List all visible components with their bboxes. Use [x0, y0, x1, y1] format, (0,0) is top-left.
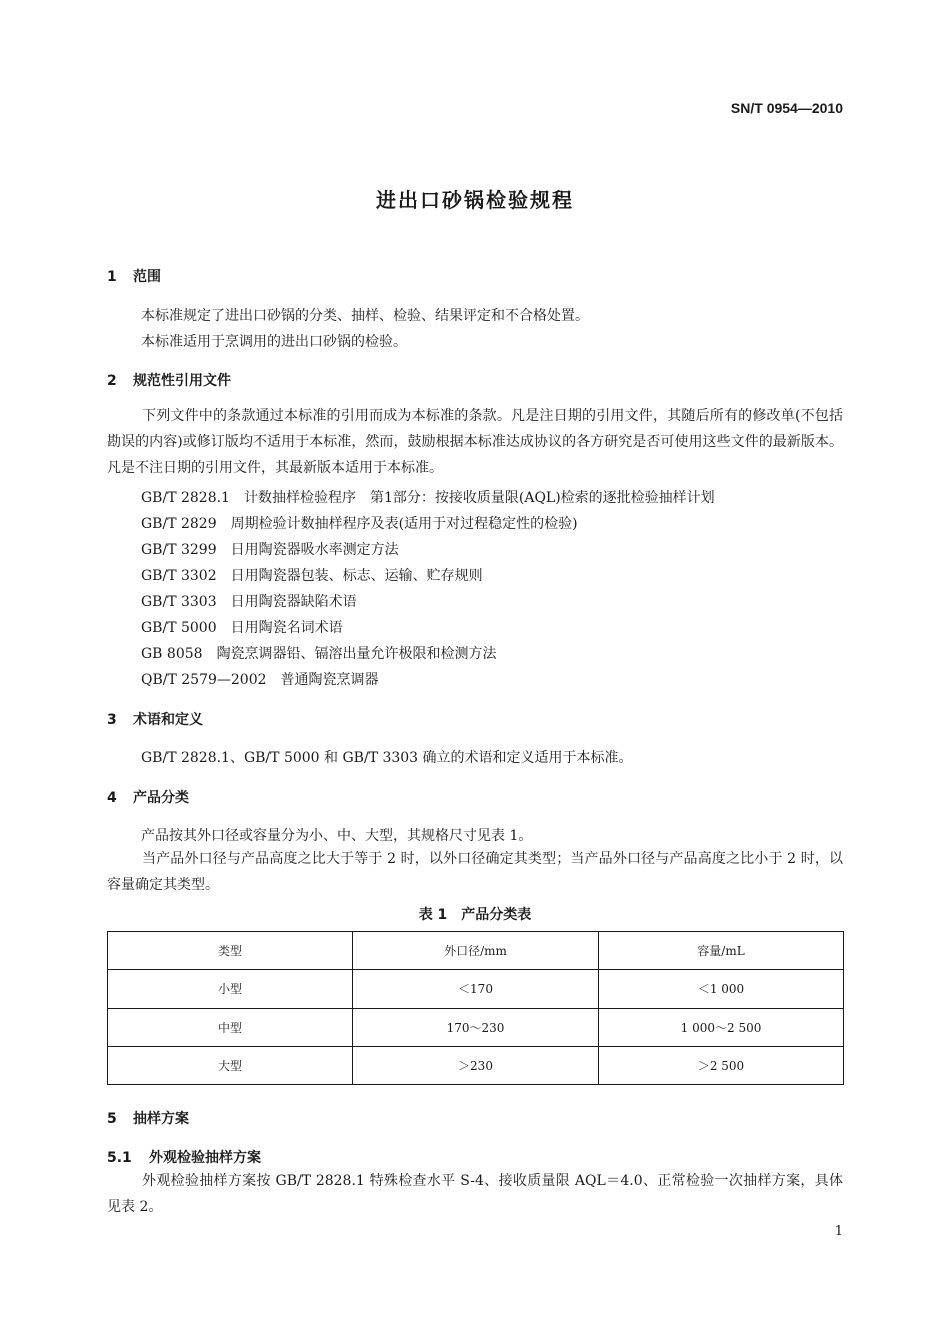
reference-code: GB/T 2828.1 [141, 490, 230, 506]
reference-item [141, 487, 715, 507]
table-row [108, 1008, 844, 1046]
section-title: 产品分类 [133, 790, 189, 806]
reference-code: GB 8058 [141, 646, 203, 662]
reference-item [141, 565, 483, 585]
reference-title: 周期检验计数抽样程序及表(适用于对过程稳定性的检验) [230, 516, 578, 532]
table-cell: 小型 [108, 970, 353, 1008]
section-title: 范围 [133, 269, 161, 285]
page-title: 进出口砂锅检验规程 [376, 188, 574, 212]
table-header-row [108, 932, 844, 970]
paragraph: GB/T 2828.1、GB/T 5000 和 GB/T 3303 确立的术语和定义适用于本标准。 [141, 750, 633, 766]
reference-item [141, 591, 357, 611]
table-caption: 表 1 产品分类表 [418, 907, 532, 923]
paragraph: 产品按其外口径或容量分为小、中、大型，其规格尺寸见表 1。 [141, 828, 533, 844]
table-header-cell: 外口径/mm [353, 932, 599, 970]
paragraph: 本标准适用于烹调用的进出口砂锅的检验。 [141, 334, 407, 350]
section-2-heading [107, 370, 231, 390]
reference-item [141, 643, 497, 663]
section-number: 4 [107, 790, 117, 806]
table-row [108, 1046, 844, 1084]
standard-code: SN/T 0954—2010 [730, 100, 843, 116]
paragraph: 当产品外口径与产品高度之比大于等于 2 时，以外口径确定其类型；当产品外口径与产品高度之比小于 2 时，以容量确定其类型。 [107, 851, 843, 893]
subsection-title: 外观检验抽样方案 [149, 1150, 261, 1166]
reference-item [141, 539, 399, 559]
reference-title: 普通陶瓷烹调器 [280, 672, 379, 688]
product-classification-table [107, 931, 844, 1085]
reference-code: QB/T 2579—2002 [141, 672, 267, 688]
table-cell: 170～230 [353, 1008, 599, 1046]
table-cell: ＞230 [353, 1046, 599, 1084]
table-cell: ＜170 [353, 970, 599, 1008]
table-header-cell: 容量/mL [599, 932, 844, 970]
reference-item [141, 617, 343, 637]
reference-item [141, 513, 578, 533]
section-title: 术语和定义 [133, 712, 203, 728]
table-cell: 大型 [108, 1046, 353, 1084]
reference-code: GB/T 2829 [141, 516, 217, 532]
section-number: 5 [107, 1111, 117, 1127]
reference-code: GB/T 3302 [141, 568, 217, 584]
section-number: 2 [107, 373, 117, 389]
paragraph: 外观检验抽样方案按 GB/T 2828.1 特殊检查水平 S-4、接收质量限 AQL＝4.0、正常检验一次抽样方案，具体见表 2。 [107, 1173, 843, 1215]
table-cell: ＞2 500 [599, 1046, 844, 1084]
reference-item [141, 669, 379, 689]
section-5-heading [107, 1108, 189, 1128]
reference-code: GB/T 5000 [141, 620, 217, 636]
reference-title: 日用陶瓷器缺陷术语 [230, 594, 357, 610]
section-number: 1 [107, 269, 117, 285]
subsection-5-1-heading [107, 1147, 261, 1167]
paragraph: 本标准规定了进出口砂锅的分类、抽样、检验、结果评定和不合格处置。 [141, 308, 589, 324]
reference-title: 陶瓷烹调器铅、镉溶出量允许极限和检测方法 [216, 646, 497, 662]
table-header-cell: 类型 [108, 932, 353, 970]
section-4-heading [107, 787, 189, 807]
section-1-heading [107, 266, 161, 286]
table-cell: ＜1 000 [599, 970, 844, 1008]
page-number: 1 [834, 1224, 843, 1239]
section-title: 抽样方案 [133, 1111, 189, 1127]
reference-title: 日用陶瓷器包装、标志、运输、贮存规则 [230, 568, 483, 584]
table-cell: 1 000～2 500 [599, 1008, 844, 1046]
reference-title: 日用陶瓷器吸水率测定方法 [230, 542, 399, 558]
reference-code: GB/T 3299 [141, 542, 217, 558]
reference-title: 日用陶瓷名词术语 [230, 620, 343, 636]
section-title: 规范性引用文件 [133, 373, 231, 389]
section-number: 3 [107, 712, 117, 728]
table-cell: 中型 [108, 1008, 353, 1046]
subsection-number: 5.1 [107, 1150, 132, 1166]
section-3-heading [107, 709, 203, 729]
paragraph-intro: 下列文件中的条款通过本标准的引用而成为本标准的条款。凡是注日期的引用文件，其随后所有的修改单(不包括勘误的内容)或修订版均不适用于本标准，然而，鼓励根据本标准达成协议的各方研究是否可使用这些文件的最新版本。凡是不注日期的引用文件，其最新版本适用于本标准。 [107, 408, 843, 476]
reference-code: GB/T 3303 [141, 594, 217, 610]
reference-title: 计数抽样检验程序 第1部分：按接收质量限(AQL)检索的逐批检验抽样计划 [243, 490, 715, 506]
table-row [108, 970, 844, 1008]
